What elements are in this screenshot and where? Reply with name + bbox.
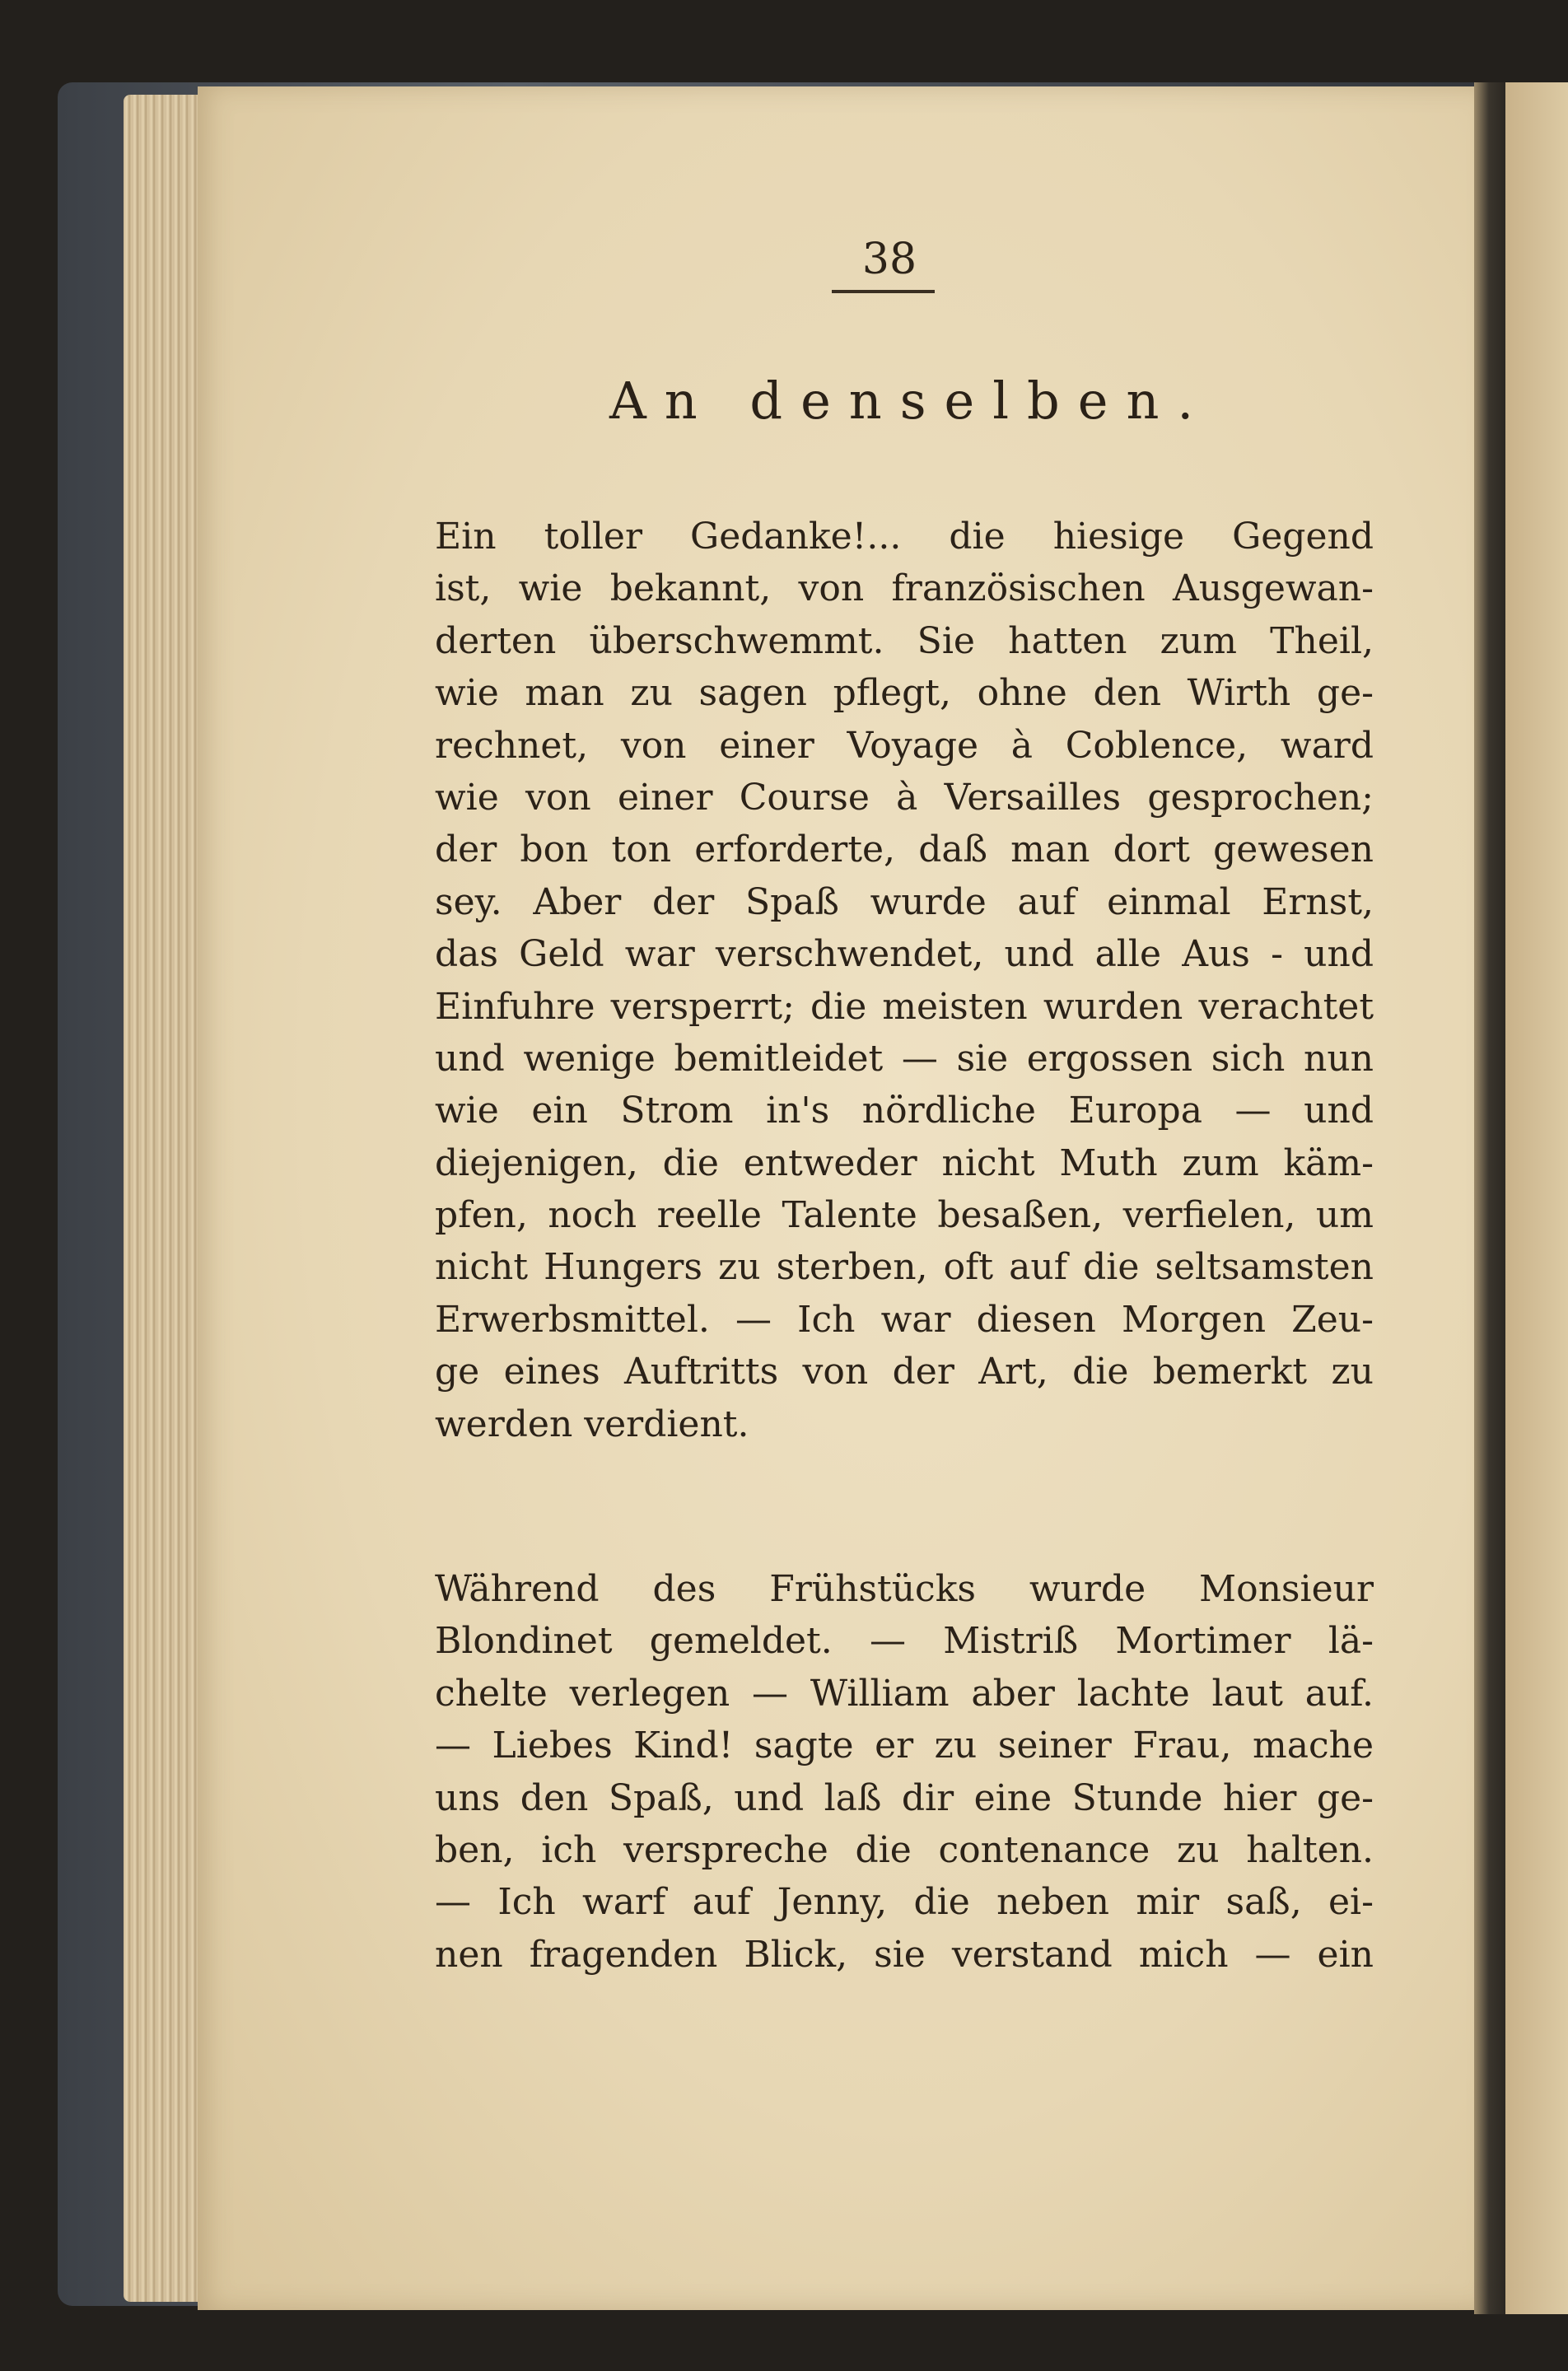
text-line: sey. Aber der Spaß wurde auf einmal Ernst, [435,880,1374,923]
text-line: — Ich warf auf Jenny, die neben mir saß, ei- [435,1881,1374,1924]
text-line: rechnet, von einer Voyage à Coblence, ward [435,724,1374,767]
text-line: uns den Spaß, und laß dir eine Stunde hier ge- [435,1776,1374,1819]
text-line: das Geld war verschwendet, und alle Aus - und [435,933,1374,976]
paragraph-2 [435,1563,1374,1981]
text-line: — Liebes Kind! sagte er zu seiner Frau, mache [435,1725,1374,1767]
text-line: Blondinet gemeldet. — Mistriß Mortimer lä- [435,1620,1374,1663]
text-line: Während des Frühstücks wurde Monsieur [435,1568,1374,1610]
text-line: ben, ich verspreche die contenance zu halten. [435,1828,1374,1871]
text-line: nicht Hungers zu sterben, oft auf die seltsamsten [435,1246,1374,1289]
page-number-rule [832,290,935,293]
text-line: pfen, noch reelle Talente besaßen, verfielen, um [435,1194,1374,1237]
text-line: wie von einer Course à Versailles gesprochen; [435,776,1374,819]
text-line: chelte verlegen — William aber lachte laut auf. [435,1672,1374,1715]
text-line: werden verdient. [435,1403,749,1445]
text-line: wie man zu sagen pflegt, ohne den Wirth ge- [435,672,1374,715]
facing-page-edge [1505,82,1568,2314]
text-line: Einfuhre versperrt; die meisten wurden verachtet [435,985,1374,1028]
text-line: diejenigen, die entweder nicht Muth zum käm- [435,1141,1374,1184]
text-line: nen fragenden Blick, sie verstand mich — ein [435,1933,1374,1976]
text-line: derten überschwemmt. Sie hatten zum Theil, [435,619,1374,662]
page-number: 38 [861,235,917,284]
text-line: der bon ton erforderte, daß man dort gewesen [435,828,1374,871]
page-edges [124,95,206,2302]
paragraph-1 [435,511,1374,1450]
text-line: Erwerbsmittel. — Ich war diesen Morgen Zeu- [435,1298,1374,1341]
text-line: ist, wie bekannt, von französischen Ausgewan- [435,567,1374,610]
text-line: Ein toller Gedanke!... die hiesige Gegend [435,516,1374,558]
section-heading: An denselben. [609,371,1212,431]
text-line: wie ein Strom in's nördliche Europa — und [435,1090,1374,1132]
text-line: ge eines Auftritts von der Art, die bemerkt zu [435,1351,1374,1393]
text-line: und wenige bemitleidet — sie ergossen sich nun [435,1037,1374,1080]
book-gutter [1474,82,1507,2314]
